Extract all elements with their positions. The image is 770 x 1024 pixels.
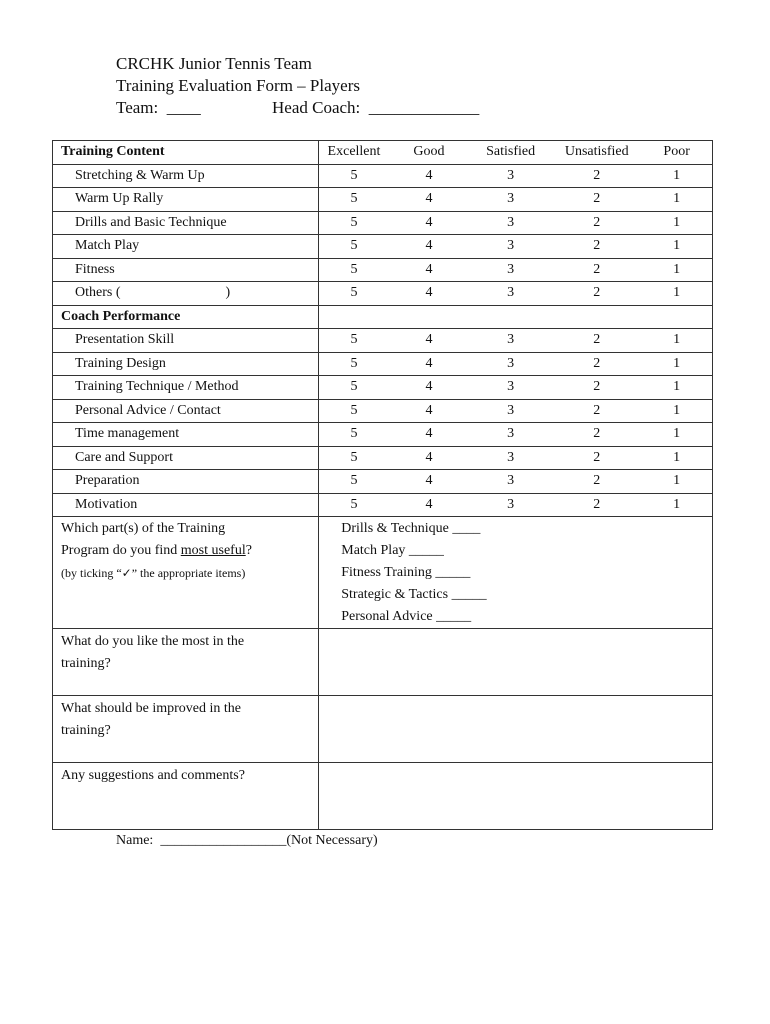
rating-row — [53, 423, 713, 447]
item-label: Care and Support — [53, 446, 319, 470]
score-1[interactable]: 1 — [641, 446, 712, 470]
item-label: Warm Up Rally — [53, 188, 319, 212]
score-3[interactable]: 3 — [469, 470, 552, 494]
question-line — [61, 540, 318, 562]
useful-parts-options — [319, 517, 713, 629]
rating-row — [53, 188, 713, 212]
score-1[interactable]: 1 — [641, 188, 712, 212]
score-5[interactable]: 5 — [319, 446, 389, 470]
option-personal-advice[interactable]: Personal Advice _____ — [341, 609, 472, 624]
team-field[interactable]: Team: ____ — [116, 98, 201, 117]
useful-parts-question — [53, 517, 319, 629]
question-row — [53, 763, 713, 830]
score-4[interactable]: 4 — [389, 282, 469, 306]
score-1[interactable]: 1 — [641, 470, 712, 494]
score-1[interactable]: 1 — [641, 164, 712, 188]
score-3[interactable]: 3 — [469, 329, 552, 353]
item-label: Training Design — [53, 352, 319, 376]
item-label: Drills and Basic Technique — [53, 211, 319, 235]
score-3[interactable]: 3 — [469, 188, 552, 212]
question-line: Which part(s) of the Training — [61, 521, 226, 536]
score-4[interactable]: 4 — [389, 188, 469, 212]
score-2[interactable]: 2 — [552, 258, 641, 282]
score-1[interactable]: 1 — [641, 258, 712, 282]
answer-like-most[interactable] — [319, 629, 713, 696]
score-5[interactable]: 5 — [319, 188, 389, 212]
useful-parts-row — [53, 517, 713, 629]
score-1[interactable]: 1 — [641, 399, 712, 423]
score-2[interactable]: 2 — [552, 423, 641, 447]
score-1[interactable]: 1 — [641, 493, 712, 517]
rating-header-unsatisfied: Unsatisfied — [552, 141, 641, 165]
item-label: Training Technique / Method — [53, 376, 319, 400]
score-5[interactable]: 5 — [319, 352, 389, 376]
score-3[interactable]: 3 — [469, 282, 552, 306]
score-2[interactable]: 2 — [552, 188, 641, 212]
item-label: Presentation Skill — [53, 329, 319, 353]
answer-improve[interactable] — [319, 696, 713, 763]
question-row — [53, 696, 713, 763]
option-fitness-training[interactable]: Fitness Training _____ — [341, 565, 471, 580]
rating-row — [53, 352, 713, 376]
form-subtitle: Training Evaluation Form – Players — [116, 76, 360, 95]
score-5[interactable]: 5 — [319, 470, 389, 494]
score-4[interactable]: 4 — [389, 329, 469, 353]
score-4[interactable]: 4 — [389, 211, 469, 235]
score-5[interactable]: 5 — [319, 258, 389, 282]
score-3[interactable]: 3 — [469, 352, 552, 376]
score-2[interactable]: 2 — [552, 211, 641, 235]
score-4[interactable]: 4 — [389, 352, 469, 376]
head-coach-field[interactable]: Head Coach: _____________ — [272, 98, 480, 117]
option-match-play[interactable]: Match Play _____ — [341, 543, 444, 558]
score-5[interactable]: 5 — [319, 493, 389, 517]
emphasis-text: most useful — [180, 543, 246, 558]
score-5[interactable]: 5 — [319, 235, 389, 259]
score-3[interactable]: 3 — [469, 493, 552, 517]
rating-row — [53, 470, 713, 494]
item-label-others[interactable]: Others ( ) — [53, 282, 319, 306]
item-label: Preparation — [53, 470, 319, 494]
score-2[interactable]: 2 — [552, 282, 641, 306]
score-1[interactable]: 1 — [641, 352, 712, 376]
tick-instruction: (by ticking “✓” the appropriate items) — [61, 566, 246, 580]
item-label: Stretching & Warm Up — [53, 164, 319, 188]
score-1[interactable]: 1 — [641, 211, 712, 235]
question-improve: What should be improved in the training? — [53, 696, 319, 763]
question-suggestions: Any suggestions and comments? — [53, 763, 319, 830]
score-5[interactable]: 5 — [319, 282, 389, 306]
rating-row — [53, 446, 713, 470]
rating-row — [53, 493, 713, 517]
rating-row — [53, 399, 713, 423]
rating-header-poor: Poor — [641, 141, 712, 165]
score-4[interactable]: 4 — [389, 423, 469, 447]
score-5[interactable]: 5 — [319, 376, 389, 400]
question-row — [53, 629, 713, 696]
rating-row — [53, 211, 713, 235]
rating-row — [53, 376, 713, 400]
score-1[interactable]: 1 — [641, 376, 712, 400]
item-label: Motivation — [53, 493, 319, 517]
score-4[interactable]: 4 — [389, 258, 469, 282]
score-2[interactable]: 2 — [552, 399, 641, 423]
score-4[interactable]: 4 — [389, 164, 469, 188]
option-drills-technique[interactable]: Drills & Technique ____ — [341, 521, 481, 536]
score-1[interactable]: 1 — [641, 282, 712, 306]
answer-suggestions[interactable] — [319, 763, 713, 830]
score-3[interactable]: 3 — [469, 164, 552, 188]
score-5[interactable]: 5 — [319, 329, 389, 353]
score-2[interactable]: 2 — [552, 470, 641, 494]
rating-header-satisfied: Satisfied — [469, 141, 552, 165]
score-2[interactable]: 2 — [552, 376, 641, 400]
score-4[interactable]: 4 — [389, 493, 469, 517]
score-4[interactable]: 4 — [389, 376, 469, 400]
score-2[interactable]: 2 — [552, 352, 641, 376]
score-2[interactable]: 2 — [552, 493, 641, 517]
score-4[interactable]: 4 — [389, 446, 469, 470]
option-strategic-tactics[interactable]: Strategic & Tactics _____ — [341, 587, 487, 602]
score-1[interactable]: 1 — [641, 329, 712, 353]
score-3[interactable]: 3 — [469, 376, 552, 400]
item-label: Fitness — [53, 258, 319, 282]
item-label: Time management — [53, 423, 319, 447]
rating-row — [53, 258, 713, 282]
coach-performance-header-row — [53, 305, 713, 329]
section-title: Coach Performance — [53, 305, 319, 329]
item-label: Match Play — [53, 235, 319, 259]
section-title: Training Content — [53, 141, 319, 165]
score-4[interactable]: 4 — [389, 470, 469, 494]
score-1[interactable]: 1 — [641, 423, 712, 447]
score-3[interactable]: 3 — [469, 423, 552, 447]
rating-header-good: Good — [389, 141, 469, 165]
score-3[interactable]: 3 — [469, 258, 552, 282]
form-title: CRCHK Junior Tennis Team — [116, 54, 312, 73]
score-5[interactable]: 5 — [319, 399, 389, 423]
training-content-header-row — [53, 141, 713, 165]
name-field[interactable]: Name: __________________(Not Necessary) — [116, 833, 378, 848]
question-text: Program do you find — [61, 543, 181, 558]
score-2[interactable]: 2 — [552, 235, 641, 259]
rating-header-excellent: Excellent — [319, 141, 389, 165]
rating-row — [53, 282, 713, 306]
score-2[interactable]: 2 — [552, 446, 641, 470]
rating-row — [53, 329, 713, 353]
score-2[interactable]: 2 — [552, 164, 641, 188]
score-5[interactable]: 5 — [319, 164, 389, 188]
item-label: Personal Advice / Contact — [53, 399, 319, 423]
rating-row — [53, 235, 713, 259]
question-like-most: What do you like the most in the training? — [53, 629, 319, 696]
score-5[interactable]: 5 — [319, 423, 389, 447]
score-3[interactable]: 3 — [469, 235, 552, 259]
question-text: ? — [245, 543, 252, 558]
score-1[interactable]: 1 — [641, 235, 712, 259]
score-3[interactable]: 3 — [469, 446, 552, 470]
score-2[interactable]: 2 — [552, 329, 641, 353]
score-3[interactable]: 3 — [469, 399, 552, 423]
score-3[interactable]: 3 — [469, 211, 552, 235]
evaluation-table — [52, 140, 713, 830]
score-4[interactable]: 4 — [389, 399, 469, 423]
score-5[interactable]: 5 — [319, 211, 389, 235]
score-4[interactable]: 4 — [389, 235, 469, 259]
rating-row — [53, 164, 713, 188]
